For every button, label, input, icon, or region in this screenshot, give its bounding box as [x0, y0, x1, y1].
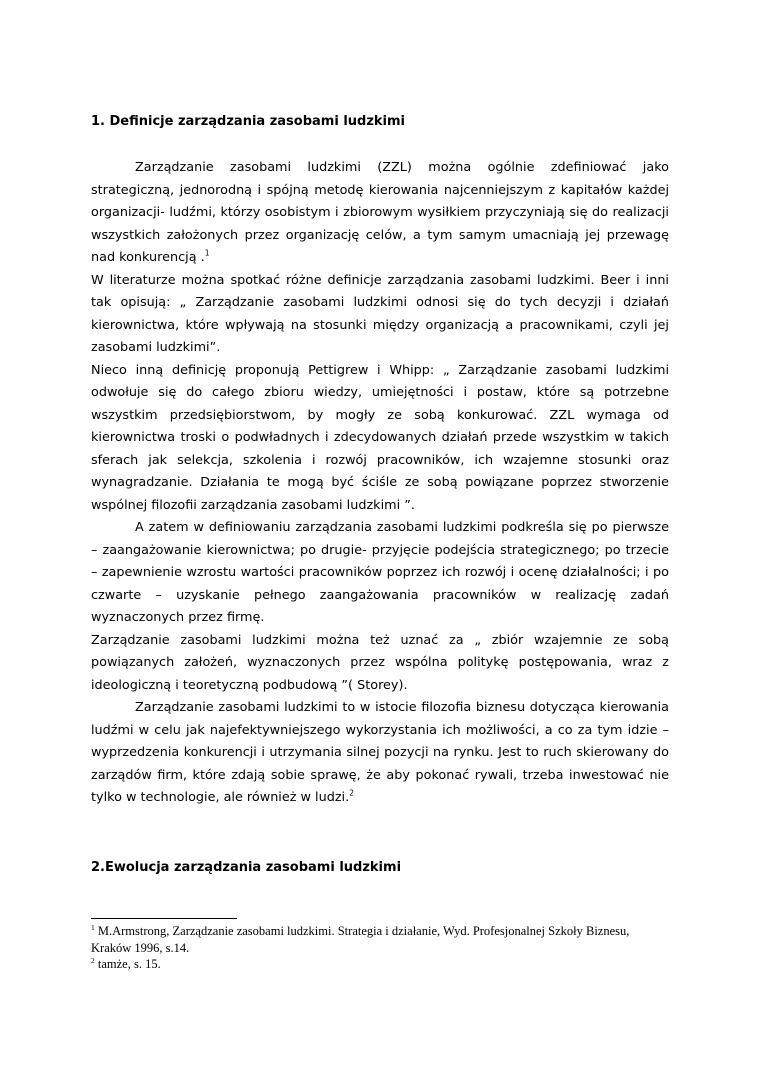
paragraph-6 [91, 697, 669, 810]
paragraph-6-text: Zarządzanie zasobami ludzkimi to w istocie filozofia biznesu dotycząca kierowania ludźmi w celu jak najefektywniejszego wykorzystania ich możliwości, a co za tym idzie – wyprzedzenia konkurencji i utrzymania silnej pozycji na rynku. Jest to ruch skierowany do zarządów firm, które zdają sobie sprawę, że aby pokonać rywali, trzeba inwestować nie tylko w technologie, ale również w ludzi. [91, 700, 669, 805]
footnote-ref-1[interactable]: 1 [204, 248, 210, 258]
paragraph-5: Zarządzanie zasobami ludzkimi można też uznać za „ zbiór wzajemnie ze sobą powiązanych założeń, wyznaczonych przez wspólna politykę postępowania, wraz z ideologiczną i teoretyczną podbudową ”( Storey). [91, 632, 669, 693]
footnote-1-text: M.Armstrong, Zarządzanie zasobami ludzkimi. Strategia i działanie, Wyd. Profesjonalnej Szkoły Biznesu, Kraków 1996, s.14. [91, 924, 630, 955]
footnote-1-number: 1 [91, 922, 95, 932]
paragraph-2: W literaturze można spotkać różne definicje zarządzania zasobami ludzkimi. Beer i inni tak opisują: „ Zarządzanie zasobami ludzkimi odnosi się do tych decyzji i działań kierownictwa, które wpływają na stosunki między organizacją a pracownikami, czyli jej zasobami ludzkimi”. [91, 272, 669, 355]
paragraph-3: Nieco inną definicję proponują Pettigrew i Whipp: „ Zarządzanie zasobami ludzkimi odwołuje się do całego zbioru wiedzy, umiejętności i postaw, które są potrzebne wszystkim przedsiębiorstwom, by mogły ze sobą konkurować. ZZL wymaga od kierownictwa troski o podwładnych i zdecydowanych działań przede wszystkim w takich sferach jak selekcja, szkolenia i rozwój pracowników, ich wzajemne stosunki oraz wynagradzanie. Działania te mogą być ściśle ze sobą powiązane poprzez stworzenie wspólnej filozofii zarządzania zasobami ludzkimi ”. [91, 362, 669, 513]
paragraph-1-text: Zarządzanie zasobami ludzkimi (ZZL) można ogólnie zdefiniować jako strategiczną, jednorodną i spójną metodę kierowania najcenniejszym z kapitałów każdej organizacji- ludźmi, którzy osobistym i zbiorowym wysiłkiem przyczyniają się do realizacji wszystkich założonych przez organizację celów, a tym samym umacniają jej przewagę nad konkurencją . [91, 160, 669, 265]
footnote-2-number: 2 [91, 955, 95, 965]
footnotes [91, 918, 669, 973]
document-body [91, 112, 669, 878]
section-1-heading: 1. Definicje zarządzania zasobami ludzkimi [91, 114, 406, 129]
footnote-1 [91, 923, 669, 956]
footnote-separator [91, 918, 237, 919]
footnote-2-text: tamże, s. 15. [97, 957, 161, 971]
paragraph-1 [91, 157, 669, 270]
section-2-heading: 2.Ewolucja zarządzania zasobami ludzkimi [91, 859, 402, 875]
footnote-2 [91, 956, 669, 973]
paragraph-4: A zatem w definiowaniu zarządzania zasobami ludzkimi podkreśla się po pierwsze – zaangażowanie kierownictwa; po drugie- przyjęcie podejścia strategicznego; po trzecie – zapewnienie wzrostu wartości pracowników poprzez ich rozwój i ocenę działalności; i po czwarte – uzyskanie pełnego zaangażowania pracowników w realizację zadań wyznaczonych przez firmę. [91, 520, 669, 625]
footnote-ref-2[interactable]: 2 [349, 788, 354, 798]
